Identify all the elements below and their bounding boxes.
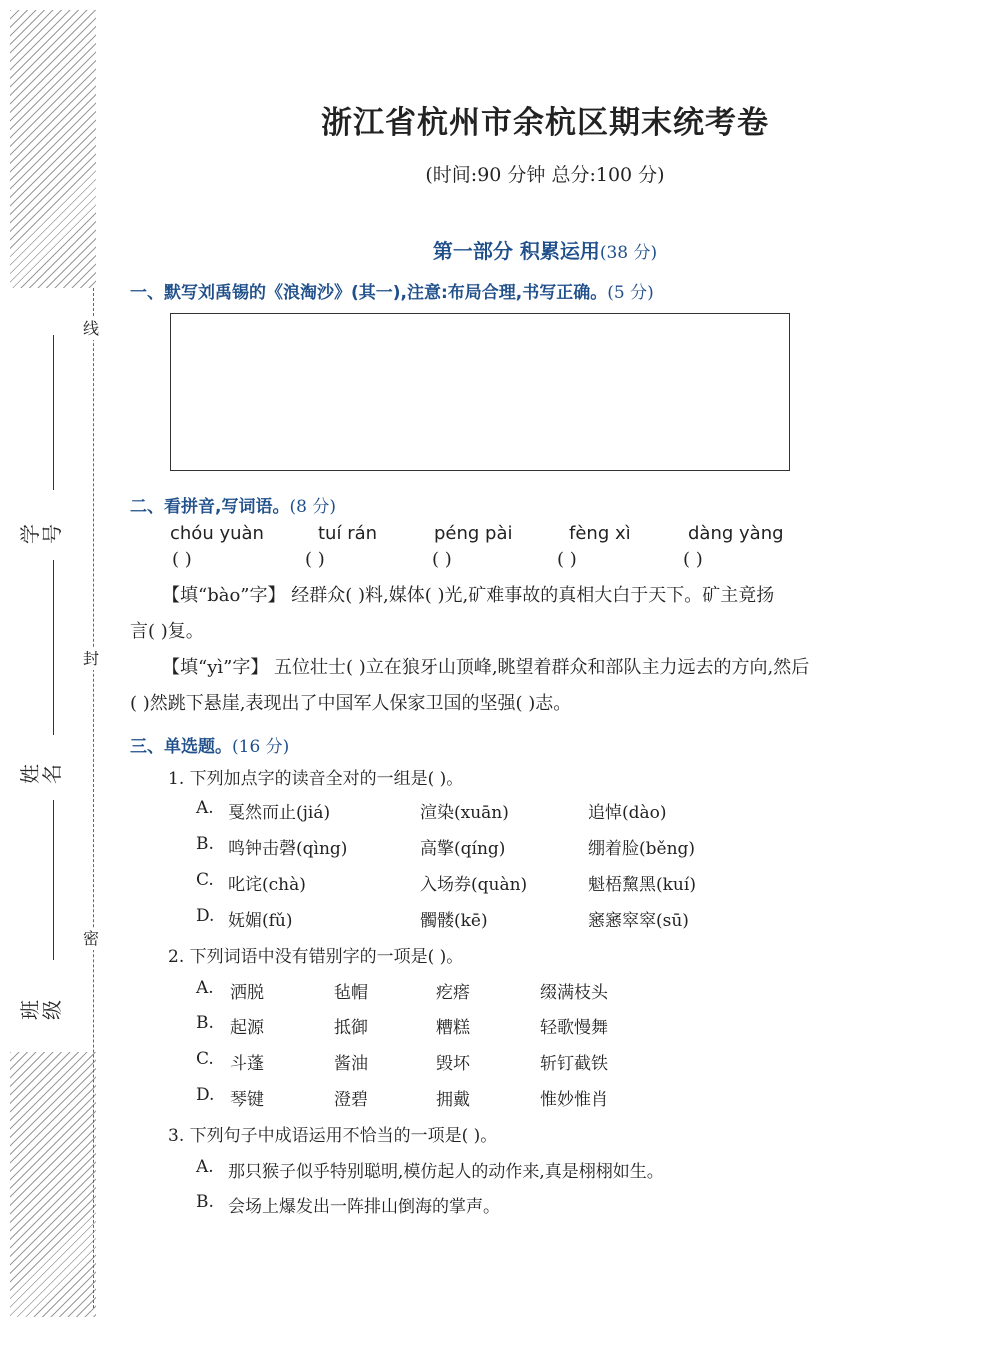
q3-option-a-letter[interactable]: A. xyxy=(196,1157,214,1177)
q2-option-a-letter[interactable]: A. xyxy=(196,978,214,998)
q1-option-d-word-2: 髑髅(kē) xyxy=(420,911,488,931)
section-one-heading xyxy=(130,278,654,303)
margin-hatch-top xyxy=(10,10,96,288)
name-blank[interactable] xyxy=(53,560,54,735)
q2-option-b-word-3: 糟糕 xyxy=(436,1018,470,1038)
class-blank[interactable] xyxy=(53,800,54,960)
q2-option-a-word-2: 毡帽 xyxy=(334,983,368,1003)
seal-mark-mi: 密 xyxy=(83,929,100,948)
q3-option-b-letter[interactable]: B. xyxy=(196,1192,214,1212)
q3-option-b-sentence: 会场上爆发出一阵排山倒海的掌声。 xyxy=(228,1197,500,1217)
name-label: 姓名 xyxy=(18,764,64,784)
q2-option-b-word-4: 轻歌慢舞 xyxy=(540,1018,608,1038)
q1-option-b-word-2: 高擎(qíng) xyxy=(420,839,506,859)
answer-blank-2[interactable]: ( ) xyxy=(305,549,325,570)
q1-option-c-word-3: 魁梧黧黑(kuí) xyxy=(588,875,696,895)
question-3-stem: 3. 下列句子中成语运用不恰当的一项是( )。 xyxy=(168,1126,498,1146)
q2-option-c-letter[interactable]: C. xyxy=(196,1049,214,1069)
q1-option-b-word-3: 绷着脸(běng) xyxy=(588,839,696,859)
q1-option-c-letter[interactable]: C. xyxy=(196,870,214,890)
part-one-heading xyxy=(200,235,890,264)
q2-option-d-word-2: 澄碧 xyxy=(334,1090,368,1110)
student-id-blank[interactable] xyxy=(53,335,54,490)
q3-option-a-sentence: 那只猴子似乎特别聪明,模仿起人的动作来,真是栩栩如生。 xyxy=(228,1162,664,1182)
q2-option-a-word-3: 疙瘩 xyxy=(436,983,470,1003)
section-one-points: (5 分) xyxy=(607,283,654,303)
section-three-points: (16 分) xyxy=(232,737,290,757)
pinyin-1: chóu yuàn xyxy=(170,523,264,544)
q2-option-a-word-1: 洒脱 xyxy=(230,983,264,1003)
q1-option-c-word-2: 入场券(quàn) xyxy=(420,875,528,895)
yi-line-1: 【填“yì”字】 五位壮士( )立在狼牙山顶峰,眺望着群众和部队主力远去的方向,然后 xyxy=(162,657,810,678)
section-three-label: 三、单选题。 xyxy=(130,737,232,757)
seal-mark-xian: 线 xyxy=(83,319,100,338)
exam-title: 浙江省杭州市余杭区期末统考卷 xyxy=(321,105,769,141)
q1-option-a-letter[interactable]: A. xyxy=(196,798,214,818)
q2-option-b-word-1: 起源 xyxy=(230,1018,264,1038)
pinyin-2: tuí rán xyxy=(318,523,378,544)
q1-option-b-letter[interactable]: B. xyxy=(196,834,214,854)
q2-option-c-word-4: 斩钉截铁 xyxy=(540,1054,608,1074)
section-two-points: (8 分) xyxy=(289,497,336,517)
pinyin-4: fèng xì xyxy=(569,523,631,544)
seal-mark-feng: 封 xyxy=(83,649,100,668)
q1-option-d-word-3: 窸窸窣窣(sū) xyxy=(588,911,689,931)
margin-hatch-bottom xyxy=(10,1052,96,1317)
q1-option-b-word-1: 鸣钟击磬(qìng) xyxy=(228,839,348,859)
section-one-label: 一、默写刘禹锡的《浪淘沙》(其一),注意:布局合理,书写正确。 xyxy=(130,283,608,303)
q1-option-c-word-1: 叱诧(chà) xyxy=(228,875,306,895)
q2-option-a-word-4: 缀满枝头 xyxy=(540,983,608,1003)
q1-option-d-word-1: 妩媚(fǔ) xyxy=(228,911,293,931)
yi-fill-paragraph xyxy=(130,650,960,722)
q2-option-d-letter[interactable]: D. xyxy=(196,1085,215,1105)
bao-line-1: 【填“bào”字】 经群众( )料,媒体( )光,矿难事故的真相大白于天下。矿主竟扬 xyxy=(162,585,775,606)
q2-option-c-word-3: 毁坏 xyxy=(436,1054,470,1074)
answer-blank-4[interactable]: ( ) xyxy=(557,549,577,570)
q1-option-d-letter[interactable]: D. xyxy=(196,906,215,926)
section-two-label: 二、看拼音,写词语。 xyxy=(130,497,290,517)
q2-option-c-word-2: 酱油 xyxy=(334,1054,368,1074)
q2-option-d-word-3: 拥戴 xyxy=(436,1090,470,1110)
part-one-points: (38 分) xyxy=(599,243,658,263)
class-label: 班级 xyxy=(18,1000,64,1020)
poem-writing-box[interactable] xyxy=(170,313,790,471)
exam-subtitle: (时间:90 分钟 总分:100 分) xyxy=(425,164,665,186)
q1-option-a-word-2: 渲染(xuān) xyxy=(420,803,509,823)
answer-blank-3[interactable]: ( ) xyxy=(432,549,452,570)
q1-option-a-word-3: 追悼(dào) xyxy=(588,803,667,823)
section-three-heading xyxy=(130,732,289,757)
q2-option-d-word-4: 惟妙惟肖 xyxy=(540,1090,608,1110)
answer-blank-1[interactable]: ( ) xyxy=(172,549,192,570)
answer-blank-5[interactable]: ( ) xyxy=(683,549,703,570)
bao-fill-paragraph xyxy=(130,578,960,650)
q2-option-b-word-2: 抵御 xyxy=(334,1018,368,1038)
part-one-title: 第一部分 积累运用 xyxy=(432,239,600,263)
yi-line-2: ( )然跳下悬崖,表现出了中国军人保家卫国的坚强( )志。 xyxy=(130,693,572,714)
pinyin-3: péng pài xyxy=(434,523,513,544)
section-two-heading xyxy=(130,492,336,517)
question-1-stem: 1. 下列加点字的读音全对的一组是( )。 xyxy=(168,769,464,789)
bao-line-2: 言( )复。 xyxy=(130,621,204,642)
q1-option-a-word-1: 戛然而止(jiá) xyxy=(228,803,331,823)
question-2-stem: 2. 下列词语中没有错别字的一项是( )。 xyxy=(168,947,464,967)
q2-option-d-word-1: 琴键 xyxy=(230,1090,264,1110)
q2-option-b-letter[interactable]: B. xyxy=(196,1013,214,1033)
q2-option-c-word-1: 斗蓬 xyxy=(230,1054,264,1074)
student-id-label: 学号 xyxy=(18,524,64,544)
seal-line xyxy=(93,288,94,1308)
pinyin-5: dàng yàng xyxy=(688,523,784,544)
